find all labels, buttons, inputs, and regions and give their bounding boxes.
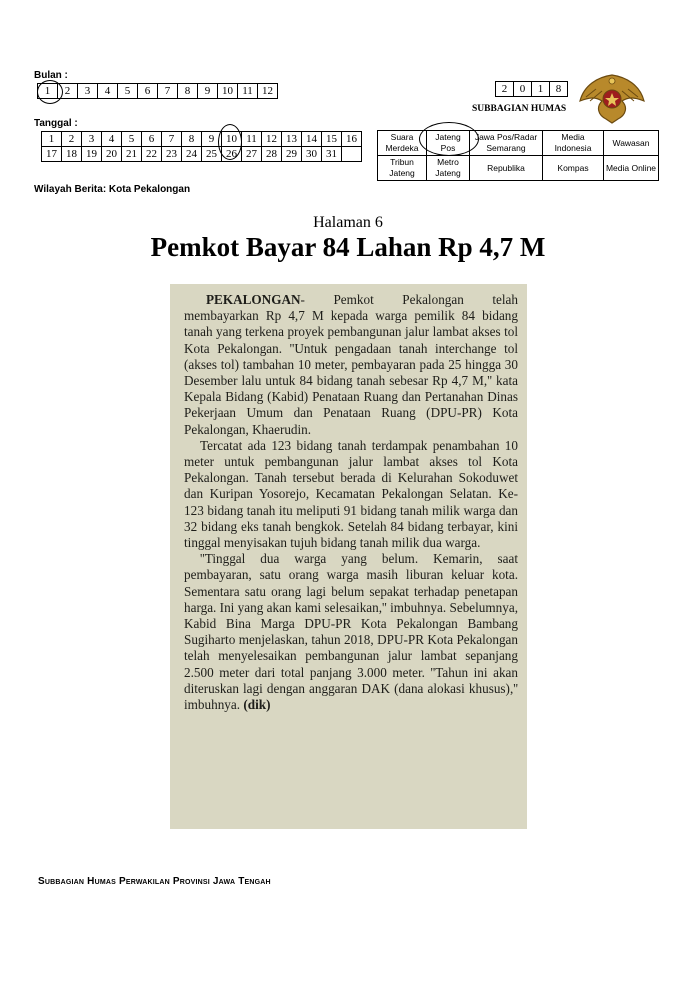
paragraph-3-text: ''Tinggal dua warga yang belum. Kemarin, saat pembayaran, satu orang warga masih liburan keluar kota. Sementara satu orang lagi belum sepakat terhadap penetapan harga. Ini yang akan kami selesaikan,'' imbuhnya. Sebelumnya, Kabid Bina Marga DPU-PR Kota Pekalongan Bambang Sugiharto menjelaskan, tahun 2018, DPU-PR Kota Pekalongan telah menyelesaikan pembangunan jalur lambat sepanjang 2.500 meter dari total panjang 3.000 meter. ''Tahun ini akan diteruskan lagi dengan anggaran DAK (dana alokasi khusus),'' imbuhnya. [184, 551, 518, 713]
date-cell: 8 [182, 132, 202, 147]
month-cell: 1 [38, 84, 58, 99]
garuda-emblem-icon [576, 67, 648, 125]
paragraph-1 [184, 292, 518, 438]
month-cell: 2 [58, 84, 78, 99]
date-cell: 24 [182, 147, 202, 162]
media-tribun-jateng: Tribun Jateng [378, 156, 427, 181]
date-cell: 23 [162, 147, 182, 162]
date-cell: 10 [222, 132, 242, 147]
date-cell: 9 [202, 132, 222, 147]
paragraph-1-text: - Pemkot Pekalongan telah membayarkan Rp 4,7 M kepada warga pemilik 84 bidang tanah yang terkena proyek pembangunan jalur lambat akses tol Kota Pekalongan. ''Untuk pengadaan tanah interchange tol (akses tol) tambahan 10 meter, pembayaran pada 25 hingga 30 Desember lalu untuk 84 bidang tanah sebesar Rp 4,7 M,'' kata Kepala Bidang (Kabid) Penataan Ruang dan Pertanahan Dinas Pekerjaan Umum dan Penataan Ruang (DPU-PR) Kota Pekalongan, Khaerudin. [184, 292, 518, 437]
date-cell: 26 [222, 147, 242, 162]
date-cell: 16 [342, 132, 362, 147]
date-row [42, 132, 362, 147]
selected-media-circle [419, 122, 479, 156]
tanggal-label: Tanggal : [34, 118, 78, 129]
subbagian-humas: SUBBAGIAN HUMAS [472, 104, 567, 114]
media-online: Media Online [604, 156, 659, 181]
footer: Subbagian Humas Perwakilan Provinsi Jawa Tengah [38, 876, 271, 887]
year-digit: 1 [532, 82, 550, 97]
date-cell: 13 [282, 132, 302, 147]
date-cell: 5 [122, 132, 142, 147]
byline: (dik) [243, 697, 271, 713]
month-cell: 5 [118, 84, 138, 99]
news-clipping [170, 284, 527, 829]
date-cell: 21 [122, 147, 142, 162]
month-row [38, 84, 278, 99]
year-digit: 0 [514, 82, 532, 97]
selected-date-circle [218, 124, 242, 160]
article-title: Pemkot Bayar 84 Lahan Rp 4,7 M [150, 232, 546, 262]
media-republika: Republika [470, 156, 543, 181]
date-cell: 14 [302, 132, 322, 147]
month-cell: 9 [198, 84, 218, 99]
month-cell: 10 [218, 84, 238, 99]
year-table [495, 81, 568, 97]
month-cell: 8 [178, 84, 198, 99]
date-cell: 17 [42, 147, 62, 162]
month-cell: 11 [238, 84, 258, 99]
date-table [41, 131, 362, 162]
article-body [184, 292, 518, 713]
wilayah-berita: Wilayah Berita: Kota Pekalongan [34, 184, 191, 195]
media-suara-merdeka: Suara Merdeka [378, 131, 427, 156]
date-cell: 27 [242, 147, 262, 162]
dateline: PEKALONGAN [206, 292, 301, 307]
date-cell: 1 [42, 132, 62, 147]
date-cell: 31 [322, 147, 342, 162]
date-cell: 12 [262, 132, 282, 147]
month-cell: 3 [78, 84, 98, 99]
date-cell: 11 [242, 132, 262, 147]
paragraph-3 [184, 551, 518, 713]
date-cell: 15 [322, 132, 342, 147]
year-row [496, 82, 568, 97]
page-number: Halaman 6 [313, 214, 383, 231]
date-cell: 7 [162, 132, 182, 147]
media-jateng-pos: Jateng Pos [427, 131, 470, 156]
media-metro-jateng: Metro Jateng [427, 156, 470, 181]
date-cell: 30 [302, 147, 322, 162]
date-cell: 22 [142, 147, 162, 162]
month-cell: 7 [158, 84, 178, 99]
bulan-label: Bulan : [34, 70, 68, 81]
media-media-indonesia: Media Indonesia [543, 131, 604, 156]
date-row [42, 147, 362, 162]
month-cell: 12 [258, 84, 278, 99]
date-cell: 19 [82, 147, 102, 162]
paragraph-2: Tercatat ada 123 bidang tanah terdampak penambahan 10 meter untuk pembangunan jalur lambat akses tol Kota Pekalongan. Tanah tersebut berada di Kelurahan Sokoduwet dan Kuripan Yosorejo, Kecamatan Pekalongan Selatan. Ke-123 bidang tanah itu meliputi 91 bidang tanah milik warga dan 32 bidang eks tanah bengkok. Setelah 84 bidang terbayar, kini tinggal menyisakan tujuh bidang tanah milik dua warga. [184, 437, 518, 551]
month-cell: 4 [98, 84, 118, 99]
selected-month-circle [37, 80, 63, 104]
date-cell: 2 [62, 132, 82, 147]
date-cell: 4 [102, 132, 122, 147]
date-cell: 20 [102, 147, 122, 162]
month-table [37, 83, 278, 99]
media-kompas: Kompas [543, 156, 604, 181]
date-cell [342, 147, 362, 162]
date-cell: 18 [62, 147, 82, 162]
media-jawa-pos: Jawa Pos/Radar Semarang [470, 131, 543, 156]
date-cell: 3 [82, 132, 102, 147]
year-digit: 2 [496, 82, 514, 97]
date-cell: 28 [262, 147, 282, 162]
date-cell: 29 [282, 147, 302, 162]
date-cell: 6 [142, 132, 162, 147]
date-cell: 25 [202, 147, 222, 162]
year-digit: 8 [550, 82, 568, 97]
month-cell: 6 [138, 84, 158, 99]
media-wawasan: Wawasan [604, 131, 659, 156]
